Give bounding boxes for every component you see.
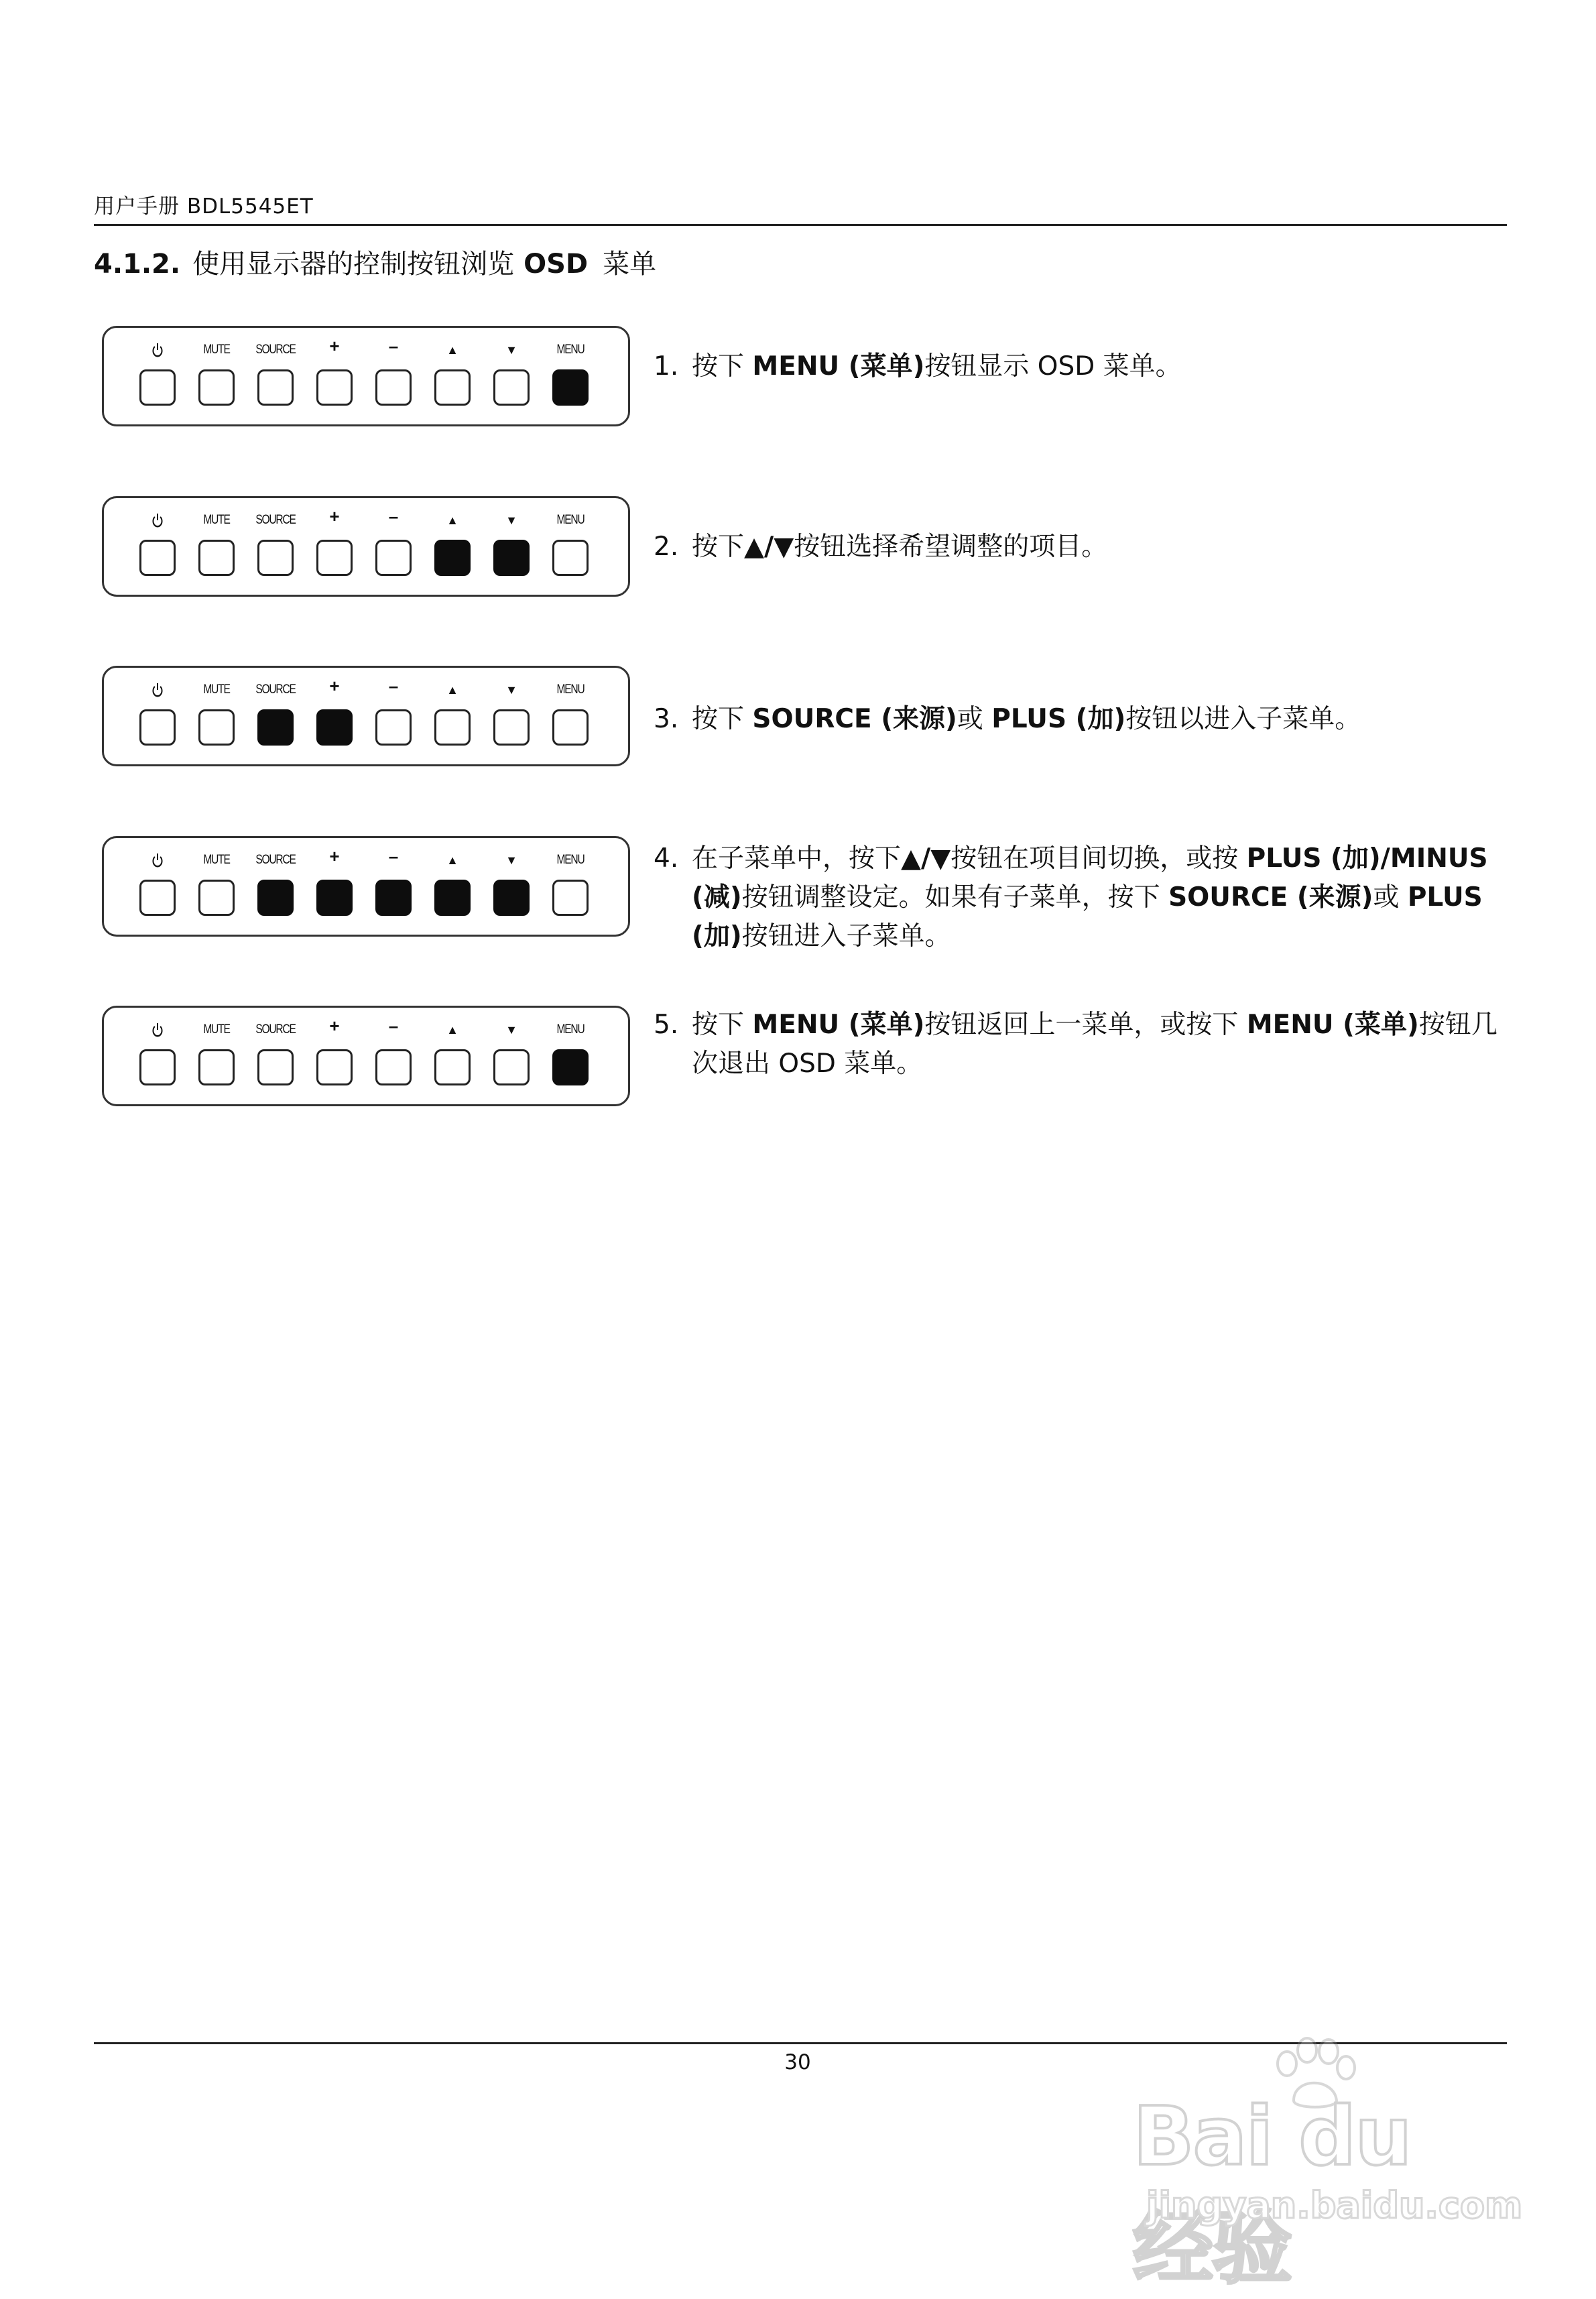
step-text-bold: SOURCE (来源) [752,704,957,734]
step-text-bold: MENU (菜单) [752,351,925,381]
power-button[interactable] [139,369,176,406]
section-title-osd: OSD [524,249,589,280]
step-text-run: 或 [1373,882,1408,912]
plus-label: + [329,506,340,526]
source-label: SOURCE [255,1022,296,1037]
minus-button[interactable] [375,369,412,406]
step-text [692,528,1518,567]
source-button[interactable] [257,709,294,746]
step-text-bold: ▲/▼ [901,843,951,874]
menu-button[interactable] [552,880,589,916]
step-1 [654,347,1518,386]
step-text-bold: MENU (菜单) [1246,1010,1419,1040]
step-text-run: 按钮调整设定。如果有子菜单，按下 [741,882,1169,912]
step-text-run: 按下 [692,351,753,381]
power-icon [135,683,180,699]
power-icon [135,1022,180,1039]
menu-label: MENU [556,1022,585,1037]
page-number: 30 [784,2050,811,2074]
power-icon [135,853,180,869]
step-text-bold: PLUS (加) [692,882,1483,951]
plus-button[interactable] [316,1049,353,1085]
mute-label: MUTE [203,683,230,697]
down-arrow-icon: ▼ [505,514,517,527]
minus-label: – [388,676,399,696]
mute-button[interactable] [198,540,235,576]
minus-label: – [388,336,399,356]
up-arrow-icon: ▲ [446,514,458,527]
mute-label: MUTE [203,513,230,527]
down-button[interactable] [493,709,530,746]
plus-button[interactable] [316,369,353,406]
up-arrow-icon: ▲ [446,343,458,357]
down-arrow-icon: ▼ [505,683,517,697]
plus-button[interactable] [316,709,353,746]
section-title-prefix: 使用显示器的控制按钮浏览 [192,249,515,280]
section-heading [94,243,656,281]
step-text-run: 按钮进入子菜单。 [741,921,951,951]
menu-label: MENU [556,343,585,357]
mute-button[interactable] [198,369,235,406]
step-text-bold: PLUS (加) [991,704,1126,734]
plus-button[interactable] [316,540,353,576]
step-text-run: 按钮返回上一菜单，或按下 [924,1010,1247,1040]
power-icon [135,343,180,359]
step-text-bold: SOURCE (来源) [1168,882,1373,912]
up-button[interactable] [434,1049,471,1085]
source-label: SOURCE [255,853,296,867]
watermark-url: jingyan.baidu.com [1146,2184,1523,2227]
step-text-run: 按钮以进入子菜单。 [1125,704,1361,734]
power-icon [135,513,180,529]
power-button[interactable] [139,880,176,916]
step-number: 3. [654,704,679,734]
up-button[interactable] [434,540,471,576]
button-panel-3 [102,666,630,766]
section-title-suffix: 菜单 [603,249,657,280]
step-text [692,347,1518,386]
step-text-run: 按下 [692,704,753,734]
step-2 [654,528,1518,567]
up-button[interactable] [434,880,471,916]
up-button[interactable] [434,709,471,746]
mute-label: MUTE [203,853,230,867]
mute-button[interactable] [198,880,235,916]
step-text-bold: PLUS (加)/MINUS (减) [692,843,1488,912]
down-button[interactable] [493,1049,530,1085]
minus-button[interactable] [375,1049,412,1085]
down-button[interactable] [493,369,530,406]
button-panel-2 [102,496,630,597]
menu-label: MENU [556,683,585,697]
step-number: 1. [654,351,679,381]
step-5 [654,1006,1518,1083]
source-button[interactable] [257,369,294,406]
plus-button[interactable] [316,880,353,916]
power-button[interactable] [139,709,176,746]
step-text [692,839,1518,956]
minus-button[interactable] [375,709,412,746]
plus-label: + [329,1016,340,1036]
step-number: 2. [654,532,679,562]
down-arrow-icon: ▼ [505,1023,517,1037]
step-text-bold: ▲/▼ [744,532,794,562]
minus-button[interactable] [375,540,412,576]
menu-label: MENU [556,513,585,527]
minus-label: – [388,506,399,526]
up-arrow-icon: ▲ [446,683,458,697]
step-text-run: 按钮显示 OSD 菜单。 [924,351,1182,381]
menu-button[interactable] [552,709,589,746]
step-text-run: 按钮在项目间切换，或按 [950,843,1247,874]
manual-title: 用户手册 BDL5545ET [94,194,314,219]
minus-label: – [388,1016,399,1036]
down-arrow-icon: ▼ [505,853,517,867]
button-panel-4 [102,836,630,937]
menu-button[interactable] [552,540,589,576]
menu-button[interactable] [552,369,589,406]
step-text-run: 按钮选择希望调整的项目。 [794,532,1108,562]
menu-button[interactable] [552,1049,589,1085]
source-button[interactable] [257,540,294,576]
source-label: SOURCE [255,513,296,527]
step-text-run: 按钮几次退出 OSD 菜单。 [692,1010,1497,1079]
section-number: 4.1.2. [94,249,181,280]
power-button[interactable] [139,540,176,576]
up-button[interactable] [434,369,471,406]
button-panel-1 [102,326,630,426]
down-button[interactable] [493,540,530,576]
watermark-logo: Bai du 经验 [1133,2090,1411,2295]
up-arrow-icon: ▲ [446,1023,458,1037]
power-button[interactable] [139,1049,176,1085]
menu-label: MENU [556,853,585,867]
mute-button[interactable] [198,1049,235,1085]
step-4 [654,839,1518,956]
mute-button[interactable] [198,709,235,746]
source-label: SOURCE [255,683,296,697]
step-3 [654,700,1518,739]
plus-label: + [329,846,340,866]
plus-label: + [329,676,340,696]
step-number: 5. [654,1010,679,1040]
step-text-run: 在子菜单中，按下 [692,843,902,874]
minus-label: – [388,846,399,866]
minus-button[interactable] [375,880,412,916]
step-text-bold: MENU (菜单) [752,1010,925,1040]
step-text [692,1006,1518,1083]
up-arrow-icon: ▲ [446,853,458,867]
step-text-run: 按下 [692,532,745,562]
down-arrow-icon: ▼ [505,343,517,357]
baidu-watermark [1133,2037,1523,2295]
source-label: SOURCE [255,343,296,357]
plus-label: + [329,336,340,356]
button-panel-5 [102,1006,630,1106]
down-button[interactable] [493,880,530,916]
step-text [692,700,1518,739]
step-text-run: 或 [957,704,992,734]
step-number: 4. [654,843,679,874]
mute-label: MUTE [203,343,230,357]
step-text-run: 按下 [692,1010,753,1040]
source-button[interactable] [257,880,294,916]
mute-label: MUTE [203,1022,230,1037]
header-divider [94,224,1507,226]
source-button[interactable] [257,1049,294,1085]
